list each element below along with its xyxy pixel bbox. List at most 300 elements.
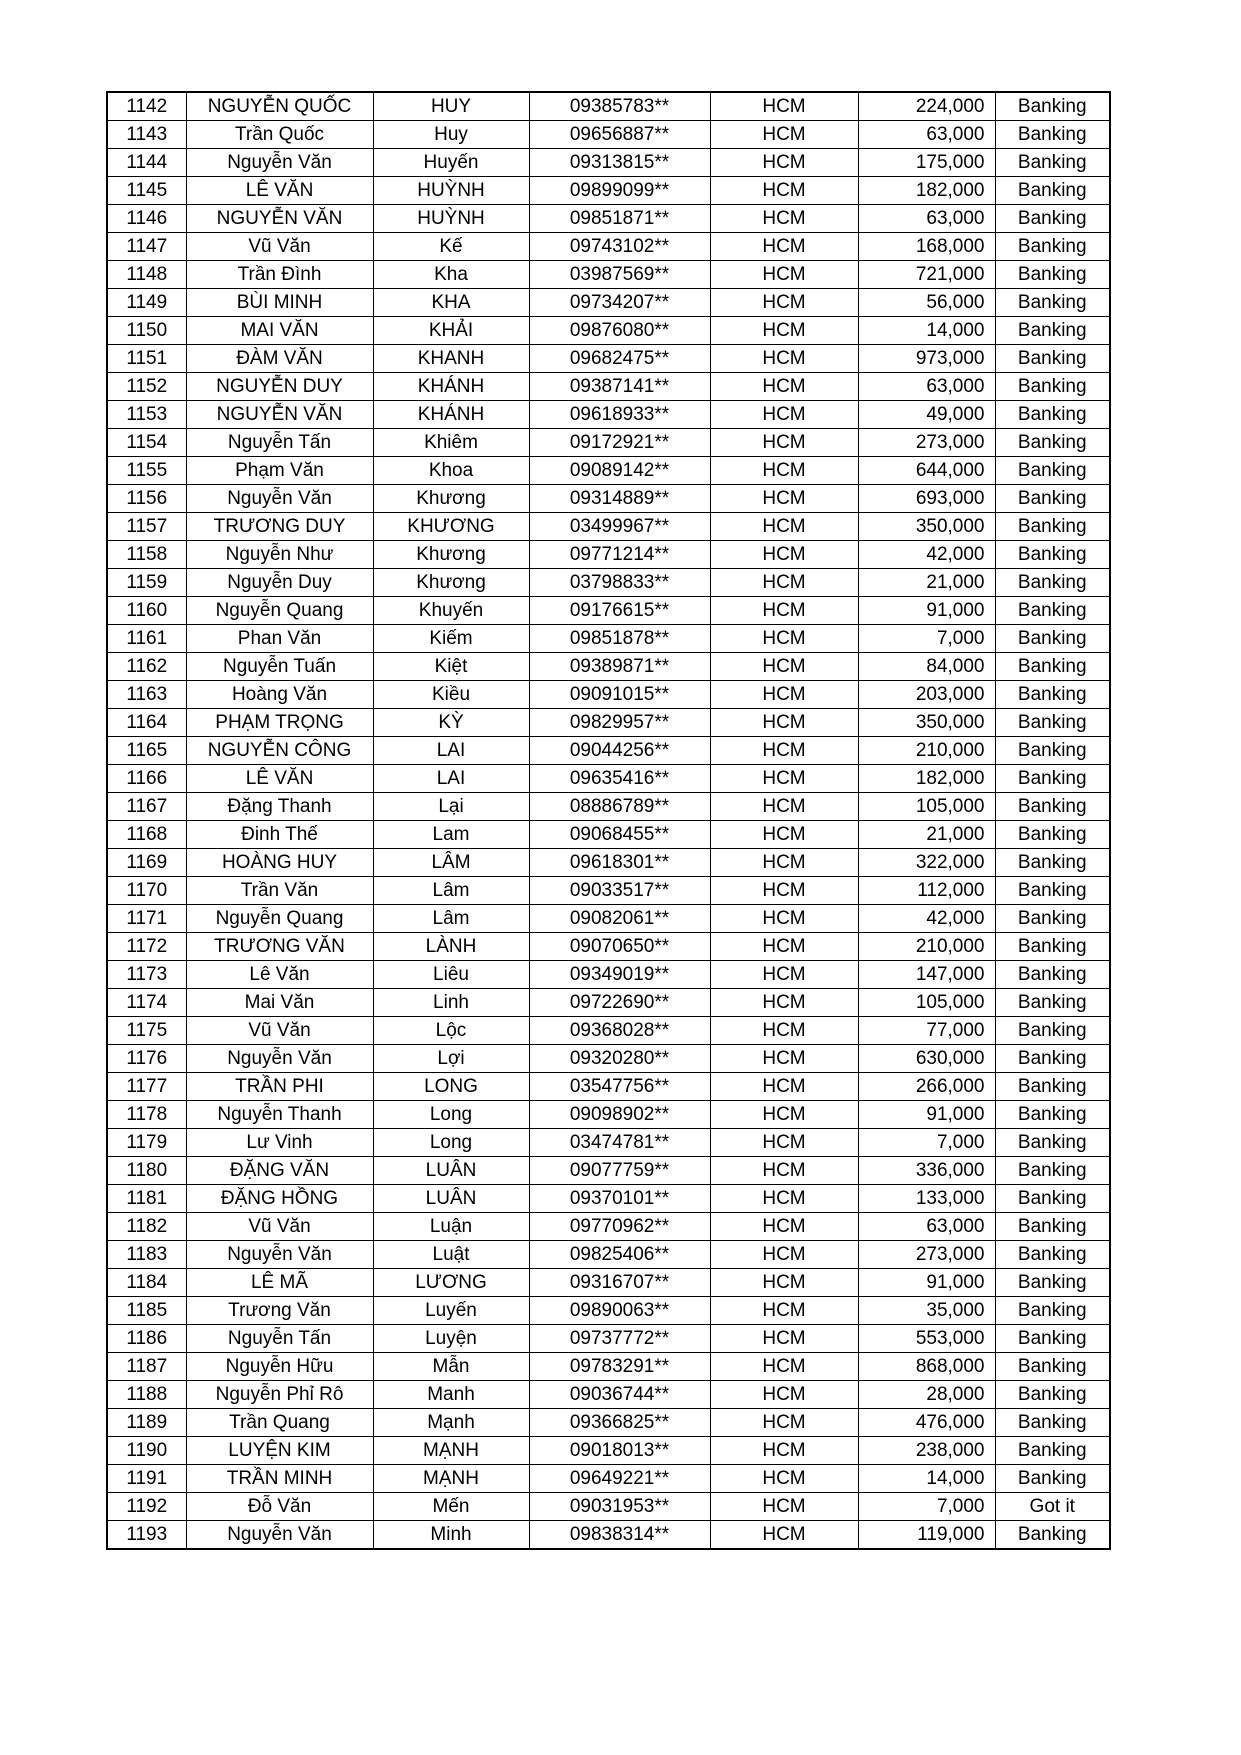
table-row [107, 513, 1110, 541]
surname-cell: Phạm Văn [186, 457, 373, 485]
surname-cell: Nguyễn Thanh [186, 1101, 373, 1129]
surname-cell: Trần Quang [186, 1409, 373, 1437]
row-number-cell: 1185 [107, 1297, 186, 1325]
surname-cell: Nguyễn Quang [186, 905, 373, 933]
table-row [107, 289, 1110, 317]
payment-method-cell: Banking [995, 989, 1110, 1017]
row-number-cell: 1175 [107, 1017, 186, 1045]
row-number-cell: 1161 [107, 625, 186, 653]
city-cell: HCM [710, 1017, 858, 1045]
surname-cell: LÊ VĂN [186, 177, 373, 205]
table-row [107, 961, 1110, 989]
payment-method-cell: Banking [995, 765, 1110, 793]
row-number-cell: 1193 [107, 1521, 186, 1550]
table-row [107, 1241, 1110, 1269]
given-name-cell: Kiệt [373, 653, 529, 681]
amount-cell: 7,000 [858, 625, 995, 653]
table-row [107, 1493, 1110, 1521]
amount-cell: 56,000 [858, 289, 995, 317]
amount-cell: 77,000 [858, 1017, 995, 1045]
surname-cell: Hoàng Văn [186, 681, 373, 709]
city-cell: HCM [710, 1157, 858, 1185]
surname-cell: Vũ Văn [186, 1017, 373, 1045]
city-cell: HCM [710, 765, 858, 793]
given-name-cell: Khiêm [373, 429, 529, 457]
given-name-cell: Linh [373, 989, 529, 1017]
payment-method-cell: Banking [995, 121, 1110, 149]
table-row [107, 1213, 1110, 1241]
phone-cell: 09682475** [529, 345, 710, 373]
payment-method-cell: Banking [995, 793, 1110, 821]
city-cell: HCM [710, 233, 858, 261]
table-row [107, 709, 1110, 737]
city-cell: HCM [710, 821, 858, 849]
city-cell: HCM [710, 1465, 858, 1493]
given-name-cell: Lợi [373, 1045, 529, 1073]
amount-cell: 350,000 [858, 709, 995, 737]
surname-cell: NGUYỄN VĂN [186, 205, 373, 233]
payment-method-cell: Banking [995, 429, 1110, 457]
payment-method-cell: Banking [995, 401, 1110, 429]
row-number-cell: 1164 [107, 709, 186, 737]
row-number-cell: 1177 [107, 1073, 186, 1101]
given-name-cell: LƯƠNG [373, 1269, 529, 1297]
city-cell: HCM [710, 289, 858, 317]
table-row [107, 1045, 1110, 1073]
row-number-cell: 1156 [107, 485, 186, 513]
payment-method-cell: Banking [995, 681, 1110, 709]
amount-cell: 553,000 [858, 1325, 995, 1353]
surname-cell: Nguyễn Tấn [186, 429, 373, 457]
phone-cell: 09743102** [529, 233, 710, 261]
given-name-cell: KHÁNH [373, 373, 529, 401]
phone-cell: 09387141** [529, 373, 710, 401]
row-number-cell: 1143 [107, 121, 186, 149]
city-cell: HCM [710, 597, 858, 625]
city-cell: HCM [710, 1409, 858, 1437]
surname-cell: Mai Văn [186, 989, 373, 1017]
row-number-cell: 1191 [107, 1465, 186, 1493]
phone-cell: 09838314** [529, 1521, 710, 1550]
payment-method-cell: Banking [995, 877, 1110, 905]
phone-cell: 09089142** [529, 457, 710, 485]
city-cell: HCM [710, 1493, 858, 1521]
table-row [107, 1409, 1110, 1437]
amount-cell: 7,000 [858, 1493, 995, 1521]
given-name-cell: HUỲNH [373, 205, 529, 233]
payment-method-cell: Banking [995, 92, 1110, 121]
row-number-cell: 1174 [107, 989, 186, 1017]
table-row [107, 261, 1110, 289]
surname-cell: Đinh Thế [186, 821, 373, 849]
row-number-cell: 1167 [107, 793, 186, 821]
payment-method-cell: Banking [995, 1297, 1110, 1325]
amount-cell: 42,000 [858, 905, 995, 933]
table-row [107, 1101, 1110, 1129]
surname-cell: Nguyễn Hữu [186, 1353, 373, 1381]
payment-method-cell: Banking [995, 1409, 1110, 1437]
amount-cell: 28,000 [858, 1381, 995, 1409]
amount-cell: 273,000 [858, 429, 995, 457]
payment-method-cell: Banking [995, 1521, 1110, 1550]
city-cell: HCM [710, 681, 858, 709]
phone-cell: 09314889** [529, 485, 710, 513]
row-number-cell: 1180 [107, 1157, 186, 1185]
city-cell: HCM [710, 1437, 858, 1465]
amount-cell: 91,000 [858, 597, 995, 625]
table-row [107, 1073, 1110, 1101]
payment-method-cell: Banking [995, 1073, 1110, 1101]
surname-cell: Nguyễn Quang [186, 597, 373, 625]
surname-cell: Nguyễn Văn [186, 1521, 373, 1550]
table-body [107, 92, 1110, 1549]
given-name-cell: KỲ [373, 709, 529, 737]
payment-method-cell: Banking [995, 233, 1110, 261]
table-row [107, 1381, 1110, 1409]
amount-cell: 112,000 [858, 877, 995, 905]
city-cell: HCM [710, 261, 858, 289]
payment-method-cell: Banking [995, 597, 1110, 625]
payment-method-cell: Banking [995, 1101, 1110, 1129]
city-cell: HCM [710, 345, 858, 373]
surname-cell: Trương Văn [186, 1297, 373, 1325]
row-number-cell: 1173 [107, 961, 186, 989]
amount-cell: 105,000 [858, 989, 995, 1017]
city-cell: HCM [710, 1521, 858, 1550]
given-name-cell: Kiếm [373, 625, 529, 653]
amount-cell: 322,000 [858, 849, 995, 877]
row-number-cell: 1157 [107, 513, 186, 541]
phone-cell: 09349019** [529, 961, 710, 989]
phone-cell: 08886789** [529, 793, 710, 821]
given-name-cell: Mạnh [373, 1409, 529, 1437]
surname-cell: BÙI MINH [186, 289, 373, 317]
row-number-cell: 1160 [107, 597, 186, 625]
payment-method-cell: Banking [995, 1325, 1110, 1353]
city-cell: HCM [710, 653, 858, 681]
table-row [107, 401, 1110, 429]
amount-cell: 868,000 [858, 1353, 995, 1381]
amount-cell: 133,000 [858, 1185, 995, 1213]
row-number-cell: 1169 [107, 849, 186, 877]
city-cell: HCM [710, 1045, 858, 1073]
given-name-cell: Kha [373, 261, 529, 289]
given-name-cell: Luyến [373, 1297, 529, 1325]
row-number-cell: 1152 [107, 373, 186, 401]
row-number-cell: 1165 [107, 737, 186, 765]
surname-cell: Phan Văn [186, 625, 373, 653]
amount-cell: 273,000 [858, 1241, 995, 1269]
phone-cell: 09366825** [529, 1409, 710, 1437]
table-row [107, 1521, 1110, 1550]
given-name-cell: Luận [373, 1213, 529, 1241]
city-cell: HCM [710, 1129, 858, 1157]
payment-method-cell: Banking [995, 1353, 1110, 1381]
payment-method-cell: Banking [995, 1017, 1110, 1045]
given-name-cell: KHÁNH [373, 401, 529, 429]
surname-cell: Nguyễn Duy [186, 569, 373, 597]
row-number-cell: 1150 [107, 317, 186, 345]
phone-cell: 09098902** [529, 1101, 710, 1129]
row-number-cell: 1151 [107, 345, 186, 373]
row-number-cell: 1171 [107, 905, 186, 933]
surname-cell: Nguyễn Tấn [186, 1325, 373, 1353]
given-name-cell: LUÂN [373, 1157, 529, 1185]
row-number-cell: 1192 [107, 1493, 186, 1521]
amount-cell: 14,000 [858, 1465, 995, 1493]
amount-cell: 175,000 [858, 149, 995, 177]
phone-cell: 09825406** [529, 1241, 710, 1269]
given-name-cell: Lộc [373, 1017, 529, 1045]
given-name-cell: Kế [373, 233, 529, 261]
amount-cell: 42,000 [858, 541, 995, 569]
row-number-cell: 1172 [107, 933, 186, 961]
phone-cell: 03547756** [529, 1073, 710, 1101]
surname-cell: Trần Đình [186, 261, 373, 289]
surname-cell: Nguyễn Văn [186, 1045, 373, 1073]
phone-cell: 09313815** [529, 149, 710, 177]
phone-cell: 03474781** [529, 1129, 710, 1157]
table-row [107, 429, 1110, 457]
amount-cell: 203,000 [858, 681, 995, 709]
surname-cell: MAI VĂN [186, 317, 373, 345]
amount-cell: 973,000 [858, 345, 995, 373]
phone-cell: 09618301** [529, 849, 710, 877]
surname-cell: Nguyễn Như [186, 541, 373, 569]
surname-cell: Nguyễn Văn [186, 485, 373, 513]
surname-cell: Vũ Văn [186, 233, 373, 261]
city-cell: HCM [710, 485, 858, 513]
surname-cell: TRƯƠNG DUY [186, 513, 373, 541]
surname-cell: ĐÀM VĂN [186, 345, 373, 373]
row-number-cell: 1155 [107, 457, 186, 485]
row-number-cell: 1163 [107, 681, 186, 709]
payment-method-cell: Banking [995, 205, 1110, 233]
table-row [107, 1269, 1110, 1297]
row-number-cell: 1179 [107, 1129, 186, 1157]
given-name-cell: KHƯƠNG [373, 513, 529, 541]
table-row [107, 92, 1110, 121]
surname-cell: TRẦN PHI [186, 1073, 373, 1101]
payment-method-cell: Banking [995, 541, 1110, 569]
amount-cell: 63,000 [858, 1213, 995, 1241]
table-row [107, 205, 1110, 233]
phone-cell: 09370101** [529, 1185, 710, 1213]
row-number-cell: 1190 [107, 1437, 186, 1465]
amount-cell: 84,000 [858, 653, 995, 681]
payment-method-cell: Banking [995, 1157, 1110, 1185]
table-row [107, 625, 1110, 653]
city-cell: HCM [710, 989, 858, 1017]
phone-cell: 09033517** [529, 877, 710, 905]
given-name-cell: Huyến [373, 149, 529, 177]
table-row [107, 933, 1110, 961]
given-name-cell: Khoa [373, 457, 529, 485]
given-name-cell: Long [373, 1101, 529, 1129]
given-name-cell: Khương [373, 541, 529, 569]
city-cell: HCM [710, 1325, 858, 1353]
city-cell: HCM [710, 569, 858, 597]
city-cell: HCM [710, 513, 858, 541]
payment-method-cell: Banking [995, 653, 1110, 681]
row-number-cell: 1158 [107, 541, 186, 569]
amount-cell: 49,000 [858, 401, 995, 429]
given-name-cell: MẠNH [373, 1465, 529, 1493]
payment-method-cell: Banking [995, 961, 1110, 989]
amount-cell: 63,000 [858, 121, 995, 149]
payment-method-cell: Banking [995, 261, 1110, 289]
amount-cell: 21,000 [858, 821, 995, 849]
phone-cell: 09082061** [529, 905, 710, 933]
city-cell: HCM [710, 709, 858, 737]
surname-cell: LÊ MÃ [186, 1269, 373, 1297]
table-row [107, 905, 1110, 933]
amount-cell: 644,000 [858, 457, 995, 485]
given-name-cell: LÀNH [373, 933, 529, 961]
city-cell: HCM [710, 1381, 858, 1409]
surname-cell: NGUYỄN DUY [186, 373, 373, 401]
row-number-cell: 1168 [107, 821, 186, 849]
city-cell: HCM [710, 961, 858, 989]
given-name-cell: Khuyến [373, 597, 529, 625]
phone-cell: 09077759** [529, 1157, 710, 1185]
given-name-cell: LÂM [373, 849, 529, 877]
city-cell: HCM [710, 905, 858, 933]
given-name-cell: KHANH [373, 345, 529, 373]
city-cell: HCM [710, 1213, 858, 1241]
city-cell: HCM [710, 877, 858, 905]
table-row [107, 345, 1110, 373]
city-cell: HCM [710, 933, 858, 961]
row-number-cell: 1142 [107, 92, 186, 121]
surname-cell: LÊ VĂN [186, 765, 373, 793]
amount-cell: 21,000 [858, 569, 995, 597]
table-row [107, 989, 1110, 1017]
payment-method-cell: Got it [995, 1493, 1110, 1521]
amount-cell: 238,000 [858, 1437, 995, 1465]
surname-cell: Trần Quốc [186, 121, 373, 149]
row-number-cell: 1146 [107, 205, 186, 233]
given-name-cell: Manh [373, 1381, 529, 1409]
phone-cell: 03798833** [529, 569, 710, 597]
table-row [107, 597, 1110, 625]
table-row [107, 1325, 1110, 1353]
row-number-cell: 1188 [107, 1381, 186, 1409]
phone-cell: 09737772** [529, 1325, 710, 1353]
city-cell: HCM [710, 1269, 858, 1297]
surname-cell: TRẦN MINH [186, 1465, 373, 1493]
payment-method-cell: Banking [995, 317, 1110, 345]
phone-cell: 09851878** [529, 625, 710, 653]
payment-method-cell: Banking [995, 933, 1110, 961]
surname-cell: Nguyễn Phỉ Rô [186, 1381, 373, 1409]
table-row [107, 121, 1110, 149]
row-number-cell: 1187 [107, 1353, 186, 1381]
phone-cell: 09771214** [529, 541, 710, 569]
given-name-cell: Minh [373, 1521, 529, 1550]
amount-cell: 630,000 [858, 1045, 995, 1073]
given-name-cell: Luật [373, 1241, 529, 1269]
given-name-cell: Kiều [373, 681, 529, 709]
row-number-cell: 1189 [107, 1409, 186, 1437]
amount-cell: 224,000 [858, 92, 995, 121]
given-name-cell: Liêu [373, 961, 529, 989]
given-name-cell: Luyện [373, 1325, 529, 1353]
phone-cell: 09783291** [529, 1353, 710, 1381]
amount-cell: 147,000 [858, 961, 995, 989]
table-row [107, 793, 1110, 821]
given-name-cell: Mến [373, 1493, 529, 1521]
phone-cell: 09734207** [529, 289, 710, 317]
table-row [107, 317, 1110, 345]
phone-cell: 09851871** [529, 205, 710, 233]
payment-method-cell: Banking [995, 1129, 1110, 1157]
phone-cell: 09031953** [529, 1493, 710, 1521]
row-number-cell: 1183 [107, 1241, 186, 1269]
payment-method-cell: Banking [995, 457, 1110, 485]
city-cell: HCM [710, 1353, 858, 1381]
payment-method-cell: Banking [995, 513, 1110, 541]
city-cell: HCM [710, 429, 858, 457]
amount-cell: 7,000 [858, 1129, 995, 1157]
amount-cell: 63,000 [858, 373, 995, 401]
city-cell: HCM [710, 1241, 858, 1269]
payment-method-cell: Banking [995, 1185, 1110, 1213]
surname-cell: Vũ Văn [186, 1213, 373, 1241]
row-number-cell: 1144 [107, 149, 186, 177]
phone-cell: 09389871** [529, 653, 710, 681]
surname-cell: Đặng Thanh [186, 793, 373, 821]
surname-cell: LUYỆN KIM [186, 1437, 373, 1465]
table-row [107, 233, 1110, 261]
phone-cell: 09070650** [529, 933, 710, 961]
table-row [107, 1185, 1110, 1213]
phone-cell: 09876080** [529, 317, 710, 345]
payment-method-cell: Banking [995, 821, 1110, 849]
row-number-cell: 1149 [107, 289, 186, 317]
city-cell: HCM [710, 373, 858, 401]
phone-cell: 09890063** [529, 1297, 710, 1325]
surname-cell: ĐẶNG VĂN [186, 1157, 373, 1185]
city-cell: HCM [710, 625, 858, 653]
payment-method-cell: Banking [995, 149, 1110, 177]
table-row [107, 457, 1110, 485]
given-name-cell: Lam [373, 821, 529, 849]
phone-cell: 09649221** [529, 1465, 710, 1493]
phone-cell: 09091015** [529, 681, 710, 709]
phone-cell: 09635416** [529, 765, 710, 793]
row-number-cell: 1176 [107, 1045, 186, 1073]
phone-cell: 09068455** [529, 821, 710, 849]
amount-cell: 91,000 [858, 1269, 995, 1297]
surname-cell: Lư Vinh [186, 1129, 373, 1157]
city-cell: HCM [710, 793, 858, 821]
surname-cell: Nguyễn Văn [186, 149, 373, 177]
row-number-cell: 1182 [107, 1213, 186, 1241]
amount-cell: 63,000 [858, 205, 995, 233]
given-name-cell: HUY [373, 92, 529, 121]
surname-cell: HOÀNG HUY [186, 849, 373, 877]
given-name-cell: Lâm [373, 877, 529, 905]
payment-method-cell: Banking [995, 709, 1110, 737]
city-cell: HCM [710, 205, 858, 233]
phone-cell: 03499967** [529, 513, 710, 541]
table-row [107, 653, 1110, 681]
phone-cell: 09770962** [529, 1213, 710, 1241]
given-name-cell: KHA [373, 289, 529, 317]
row-number-cell: 1186 [107, 1325, 186, 1353]
payment-method-cell: Banking [995, 905, 1110, 933]
